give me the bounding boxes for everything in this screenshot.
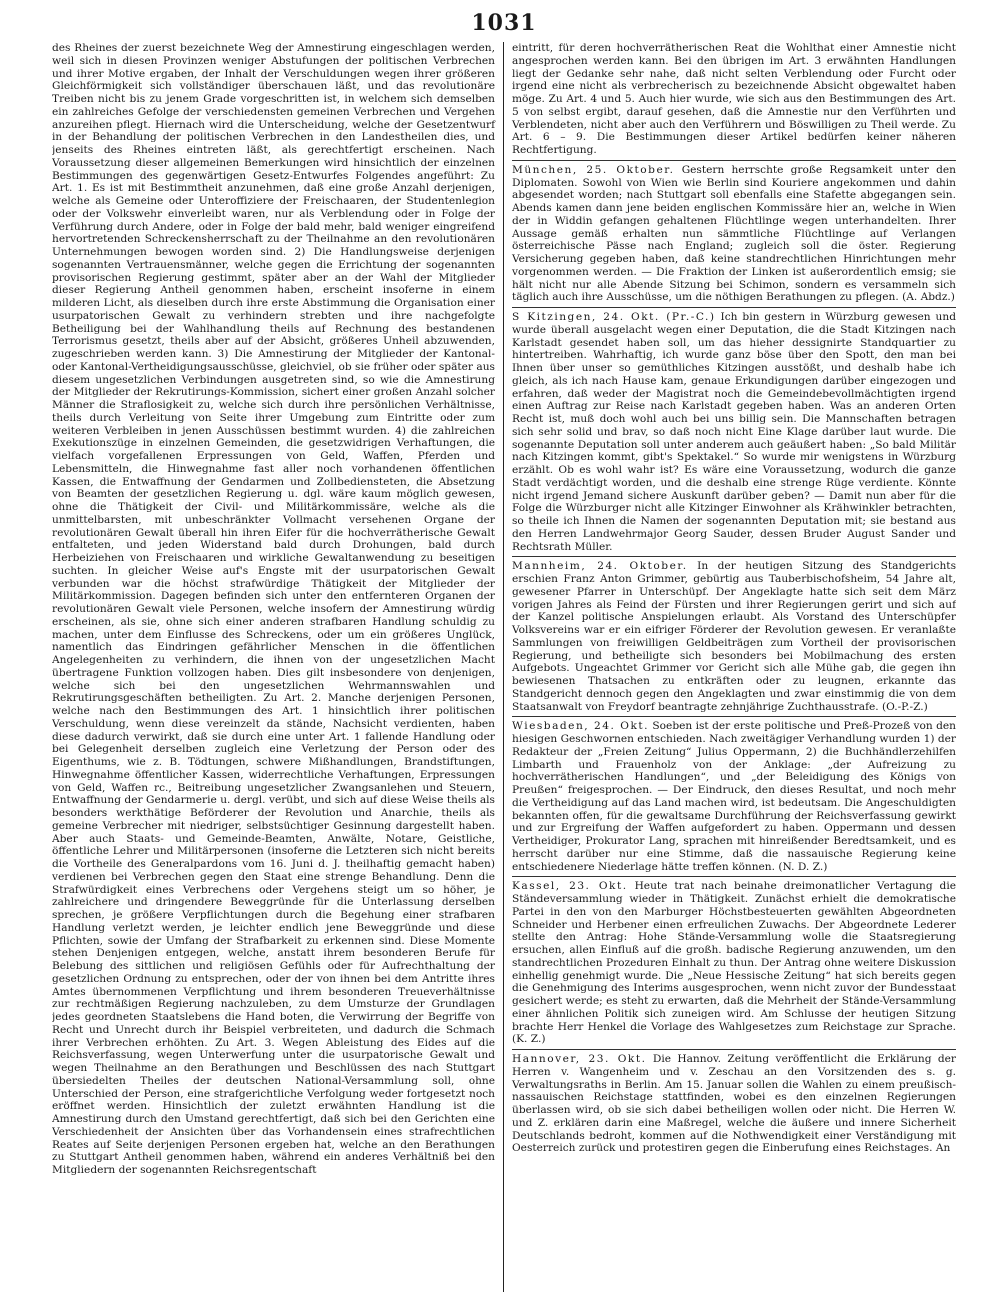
article-body (512, 560, 956, 713)
page-number: 1031 (471, 10, 537, 36)
article-mannheim (512, 560, 956, 713)
article-muenchen (512, 164, 956, 304)
article-body (512, 720, 956, 873)
article-separator (512, 160, 956, 161)
article-body (512, 311, 956, 553)
left-column (52, 42, 504, 1292)
article-dateline: Mannheim, 24. Oktober. (512, 560, 688, 573)
article-kassel (512, 880, 956, 1046)
article-separator (512, 876, 956, 877)
article-dateline: Wiesbaden, 24. Okt. (512, 720, 650, 733)
article-text: Ich bin gestern in Würzburg gewesen und wurde überall ausgelacht wegen einer Deputation, die die Stadt Kitzingen nach Karlstadt gesendet haben soll, um das hieher dessignirte Standquartier zu hintertreiben. Wahrhaftig, ich wurde ganz böse über den Spott, den man bei Ihnen über unser so gemüthliches Kitzingen ausstößt, und deshalb habe ich gleich, als ich nach Hause kam, genaue Erkundigungen darüber eingezogen und erfahren, daß weder der Magistrat noch die Gemeindebevollmächtigten irgend einen Auftrag zur Reise nach Karlstadt gegeben haben. Was an anderen Orten Recht ist, muß doch wohl auch bei uns billig sein. Die Mannschaften betragen sich sehr solid und brav, so daß noch nicht Eine Klage darüber laut wurde. Die sogenannte Deputation soll unter anderem auch geäußert haben: „So bald Militär nach Kitzingen kommt, gibt's Spektakel.“ So wurde mir wenigstens in Würzburg erzählt. Ob es wohl wahr ist? Es wäre eine Voraussetzung, wodurch die ganze Stadt verdächtigt worden, und die deshalb eine strenge Rüge verdiente. Könnte nicht irgend Jemand sichere Auskunft darüber geben? — Damit nun aber für die Folge die Würzburger nicht alle Kitzinger Einwohner als Krähwinkler betrachten, so theile ich Ihnen die Namen der sogenannten Deputation mit; sie bestand aus den Herren Landwehrmajor Georg Sauder, dessen Bruder August Sander und Rechtsrath Müller. (512, 311, 956, 553)
article-separator (512, 716, 956, 717)
article-text: Gestern herrschte große Regsamkeit unter den Diplomaten. Sowohl von Wien wie Berlin sind Kouriere angekommen und dahin abgesendet worden; nach Stuttgart soll ebenfalls eine Stafette abgegangen sein. Abends kamen dann jene beiden englischen Kommissäre hier an, welche in Wien der in Widdin gefangen gehaltenen Flüchtlinge wegen unterhandelten. Ihrer Aussage gemäß erhalten nun sämmtliche Flüchtlinge auf Verlangen österreichische Pässe nach England; zugleich soll die öster. Regierung Versicherung gegeben haben, daß keine standrechtlichen Hinrichtungen mehr vorgenommen werden. — Die Fraktion der Linken ist außerordentlich emsig; sie hält nicht nur alle Abende Sitzung bei Schimon, sondern es versammeln sich täglich auch ihre Ausschüsse, um die nöthigen Berathungen zu pflegen. (512, 163, 956, 304)
article-text: Die Hannov. Zeitung veröffentlicht die Erklärung der Herren v. Wangenheim und v. Zeschau an den Vorsitzenden des s. g. Verwaltungsraths in Berlin. Am 15. Januar sollen die Wahlen zu einem preußisch-nassauischen Reichstage stattfinden, wobei es den einzelnen Regierungen überlassen wird, ob sie sich dabei betheiligen wollen oder nicht. Die Herren W. und Z. erklären darin eine Maßregel, welche die äußere und innere Sicherheit Deutschlands bedroht, kommen auf die Nothwendigkeit einer Verständigung mit Oesterreich zurück und protestiren gegen die Einberufung eines Reichstages. An (512, 1053, 956, 1155)
article-continuation (512, 42, 956, 157)
article-separator (512, 307, 956, 308)
article-body (512, 880, 956, 1046)
article-dateline: S Kitzingen, 24. Okt. (Pr.-C.) (512, 311, 716, 323)
article-dateline: München, 25. Oktober. (512, 163, 675, 176)
article-hannover (512, 1053, 956, 1155)
article-source: (N. D. Z.) (778, 860, 828, 873)
article-body (512, 164, 956, 304)
article-dateline: Kassel, 23. Okt. (512, 880, 628, 893)
article-source: (O.-P.-Z.) (882, 700, 928, 713)
right-column (504, 42, 956, 1292)
article-text: Soeben ist der erste politische und Preß-Prozeß von den hiesigen Geschwornen entschieden. Nach zweitägiger Verhandlung wurden 1) der Redakteur der „Freien Zeitung“ Julius Oppermann, 2) die Buchhändlerzehilfen Limbarth und Frauenholz von der Anklage: „der Aufreizung zu hochverrätherischen Handlungen“, und „der Beleidigung des Königs von Preußen“ freigesprochen. — Der Eindruck, den dieses Resultat, und noch mehr die Vertheidigung auf das Land machen wird, ist bedeutsam. Die Angeschuldigten bekannten offen, für die gewaltsame Durchführung der Reichsverfassung gewirkt und zur Ergreifung der Waffen aufgefordert zu haben. Oppermann und dessen Vertheidiger, Prokurator Lang, sprachen mit hinreißender Beredtsamkeit, und es herrscht darüber nur eine Stimme, daß die nassauische Regierung keine entschiedenere Niederlage hätte treffen können. (512, 720, 956, 873)
article-separator (512, 556, 956, 557)
left-column-text: des Rheines der zuerst bezeichnete Weg der Amnestirung eingeschlagen werden, weil sich in diesen Provinzen weniger Abstufungen der politischen Verbrechen und ihrer Motive ergaben, der Inhalt der Verschuldungen wegen ihrer größeren Gleichförmigkeit sich vollständiger überschauen läßt, und das revolutionäre Treiben nicht bis zu jenem Grade vorgeschritten ist, in welchem sich demselben ein zahlreiches Gefolge der verschiedensten gemeinen Verbrechen und Vergehen anzureihen pflegt. Hiernach wird die Unterscheidung, welche der Gesetzentwurf in der Behandlung der politischen Verbrechen in den Landestheilen dies, und jenseits des Rheines eintreten läßt, als gerechtfertigt erscheinen. Nach Voraussetzung dieser allgemeinen Bemerkungen wird hinsichtlich der einzelnen Bestimmungen des gegenwärtigen Gesetz-Entwurfes Folgendes angeführt: Zu Art. 1. Es ist mit Bestimmtheit anzunehmen, daß eine große Anzahl derjenigen, welche als Gemeine oder Unteroffiziere der Freischaaren, der Studentenlegion oder der Volkswehr einverleibt waren, nur als Verblendung oder in Folge der Verführung durch Andere, oder in Folge der bald mehr, bald weniger eingreifend hervortretenden Schreckensherrschaft zu der Theilnahme an den revolutionären Unternehmungen bewogen worden sind. 2) Die Handlungsweise derjenigen sogenannten Vertrauensmänner, welche gegen die Errichtung der sogenannten provisorischen Regierung gestimmt, später aber an der Wahl der Mitglieder dieser Regierung Antheil genommen haben, erscheint insoferne in einem milderen Licht, als dieselben durch ihre erste Abstimmung die Organisation einer usurpatorischen Gewalt zu verhindern strebten und ihre nachgefolgte Betheiligung bei der Wahlhandlung theils auf Rechnung des bestandenen Terrorismus gesetzt, theils aber auf der Absicht, größeres Unheil abzuwenden, zugeschrieben werden kann. 3) Die Amnestirung der Mitglieder der Kantonal- oder Kantonal-Vertheidigungsausschüsse, gleichviel, ob sie früher oder später aus diesem ungesetzlichen Verbindungen ausgetreten sind, so wie die Amnestirung der Mitglieder der Rekrutirungs-Kommission, sichert einer großen Anzahl solcher Männer die Straflosigkeit zu, welche sich durch ihre persönlichen Verhältnisse, theils durch Verleitung von Seite ihrer Umgebung zum Eintritte oder zum weiteren Verbleiben in jenen Ausschüssen bestimmt wurden. 4) die zahlreichen Exekutionszüge in einzelnen Gemeinden, die gesetzwidrigen Verhaftungen, die vielfach vorgefallenen Erpressungen von Geld, Waffen, Pferden und Lebensmitteln, die Hinwegnahme fast aller noch vorhandenen öffentlichen Kassen, die Entwaffnung der Gendarmen und Zollbediensteten, die Absetzung von Beamten der gesetzlichen Regierung u. dgl. wäre kaum möglich gewesen, ohne die Thätigkeit der Civil- und Militärkommissäre, welche als die unmittelbarsten, mit unbeschränkter Vollmacht versehenen Organe der revolutionären Gewalt überall hin ihren Eifer für die hochverrätherische Gewalt entfalteten, und jeden Widerstand bald durch Drohungen, bald durch Herbeiziehen von Freischaaren und wirkliche Gewaltanwendung zu beseitigen suchten. In gleicher Weise auf's Engste mit der usurpatorischen Gewalt verbunden war die höchst strafwürdige Thätigkeit der Mitglieder der Militärkommission. Dagegen befinden sich unter den entfernteren Organen der revolutionären Gewalt viele Personen, welche insofern der Amnestirung würdig erscheinen, als sie, ohne sich einer anderen strafbaren Handlung schuldig zu machen, unter dem Einflusse des Schreckens, oder um ein größeres Unglück, namentlich das Eindringen gefährlicher Menschen in die öffentlichen Angelegenheiten zu verhindern, die ihnen von der ungesetzlichen Macht übertragene Funktion vollzogen haben. Dies gilt insbesondere von denjenigen, welche sich bei den ungesetzlichen Wehrmannswahlen und Rekrutirungsgeschäften betheiligten. Zu Art. 2. Manche derjenigen Personen, welche nach den Bestimmungen des Art. 1 hinsichtlich ihrer politischen Verschuldung, wenn diese vereinzelt da stände, Nachsicht verdienten, haben diese dadurch verwirkt, daß sie durch eine unter Art. 1 fallende Handlung oder bei Gelegenheit derselben zugleich eine Verletzung der Person oder des Eigenthums, wie z. B. Tödtungen, schwere Mißhandlungen, Brandstiftungen, Hinwegnahme öffentlicher Kassen, widerrechtliche Verhaftungen, Erpressungen von Geld, Waffen rc., Beitreibung ungesetzlicher Zwangsanlehen und Steuern, Entwaffnung der Gendarmerie u. dergl. verübt, und sich auf diese Weise theils als besonders werkthätige Beförderer der Revolution und Anarchie, theils als gemeine Verbrecher mit niedriger, selbstsüchtiger Gesinnung dargestellt haben. Aber auch Staats- und Gemeinde-Beamten, Anwälte, Notare, Geistliche, öffentliche Lehrer und Militärpersonen (insoferne die Letzteren sich nicht bereits die Vortheile des Generalpardons vom 16. Juni d. J. theilhaftig gemacht haben) verdienen bei Verbrechen gegen den Staat eine strenge Behandlung. Denn die Strafwürdigkeit eines Verbrechens oder Vergehens steigt um so höher, je zahlreichere und dringendere Beweggründe für die Unterlassung derselben sprechen, je größere Verpflichtungen durch die Begehung einer strafbaren Handlung verletzt werden, je leichter endlich jene Beweggründe und diese Pflichten, sowie der Umfang der Strafbarkeit zu erkennen sind. Diese Momente stehen Denjenigen entgegen, welche, anstatt ihrem besonderen Berufe für Belebung des sittlichen und religiösen Gefühls oder für Aufrechthaltung der gesetzlichen Ordnung zu entsprechen, oder der von ihnen bei dem Antritte ihres Amtes übernommenen Verpflichtung und ihrem besonderen Treueverhältnisse zur rechtmäßigen Regierung nachzuleben, zu dem Umsturze der Grundlagen jedes geordneten Staatslebens die Hand boten, die Verwirrung der Begriffe von Recht und Unrecht durch ihr Beispiel verbreiteten, und dadurch die Schmach ihrer Verbrechen erhöhten. Zu Art. 3. Wegen Ableistung des Eides auf die Reichsverfassung, wegen Unterwerfung unter die usurpatorische Gewalt und wegen Theilnahme an den Berathungen und Beschlüssen des nach Stuttgart übersiedelten Theiles der deutschen National-Versammlung soll, ohne Unterschied der Person, eine strafgerichtliche Verfolgung weder fortgesetzt noch eröffnet werden. Hinsichtlich der zuletzt erwähnten Handlung ist die Amnestirung durch den Umstand gerechtfertigt, daß sich bei den Gerichten eine Verschiedenheit der Ansichten über das Vorhandensein eines strafrechtlichen Reates auf Seite derjenigen Personen ergeben hat, welche an den Berathungen zu Stuttgart Antheil genommen haben, während ein anderes Verhältniß bei den Mitgliedern der sogenannten Reichsregentschaft (52, 42, 495, 1176)
article-kitzingen (512, 311, 956, 553)
article-wiesbaden (512, 720, 956, 873)
article-text: eintritt, für deren hochverrätherischen Reat die Wohlthat einer Amnestie nicht angesprochen werden kann. Bei den übrigen im Art. 3 erwähnten Handlungen liegt der Gedanke sehr nahe, daß nicht selten Verblendung oder Furcht oder irgend eine nicht als verbrecherisch zu bezeichnende Absicht obgewaltet haben möge. Zu Art. 4 und 5. Auch hier wurde, wie sich aus den Bestimmungen des Art. 5 von selbst ergibt, darauf gesehen, daß die Amnestie nur den Verführten und Verblendeten, nicht aber auch den Verführern und Böswilligen zu Theil werde. Zu Art. 6 – 9. Die Bestimmungen dieser Artikel bedürfen keiner näheren Rechtfertigung. (512, 42, 956, 156)
article-text: In der heutigen Sitzung des Standgerichts erschien Franz Anton Grimmer, gebürtig aus Tauberbischofsheim, 54 Jahre alt, gewesener Pfarrer in Unterschüpf. Der Angeklagte hatte sich seit dem März vorigen Jahres als Feind der Fürsten und ihrer Regierungen gerirt und sich auf der Kanzel politische Anspielungen erlaubt. Als Vorstand des Unterschüpfer Volksvereins war er ein eifriger Förderer der Revolution gewesen. Er veranlaßte Sammlungen von freiwilligen Geldbeiträgen zum Vortheil der provisorischen Regierung, und betheiligte sich besonders bei Mobilmachung des ersten Aufgebots. Ungeachtet Grimmer vor Gericht sich alle Mühe gab, die gegen ihn bewiesenen Thatsachen zu entkräften oder zu leugnen, erkannte das Standgericht dennoch gegen den Angeklagten und zwar einstimmig die von dem Staatsanwalt von Freydorf beantragte zehnjährige Zuchthausstrafe. (512, 560, 956, 713)
article-source: (K. Z.) (512, 1033, 546, 1046)
article-source: (A. Abdz.) (902, 291, 955, 304)
columns (52, 42, 956, 1292)
article-body (512, 1053, 956, 1155)
article-text: Heute trat nach beinahe dreimonatlicher Vertagung die Ständeversammlung wieder in Thätigkeit. Zunächst erhielt die demokratische Partei in den von den Marburger Höchstbesteuerten gewählten Abgeordneten Schneider und Herbener einen erfreulichen Zuwachs. Der Abgeordnete Lederer stellte den Antrag: Hohe Stände-Versammlung wolle die Staatsregierung ersuchen, allen Einfluß auf die großh. badische Regierung anzuwenden, um den standrechtlichen Prozeduren Einhalt zu thun. Der Antrag ohne weitere Diskussion einhellig genehmigt wurde. Die „Neue Hessische Zeitung“ hat sich bereits gegen die Genehmigung des Interims ausgesprochen, wenn nicht zuvor der Bundesstaat gesichert werde; es steht zu erwarten, daß die Mehrheit der Stände-Versammlung einer ähnlichen Politik sich zuneigen wird. Am Schlusse der heutigen Sitzung brachte Herr Henkel die Vorlage des Wahlgesetzes zum Reichstage zur Sprache. (512, 880, 956, 1033)
article-separator (512, 1049, 956, 1050)
article-dateline: Hannover, 23. Okt. (512, 1053, 647, 1065)
article-body (512, 42, 956, 157)
